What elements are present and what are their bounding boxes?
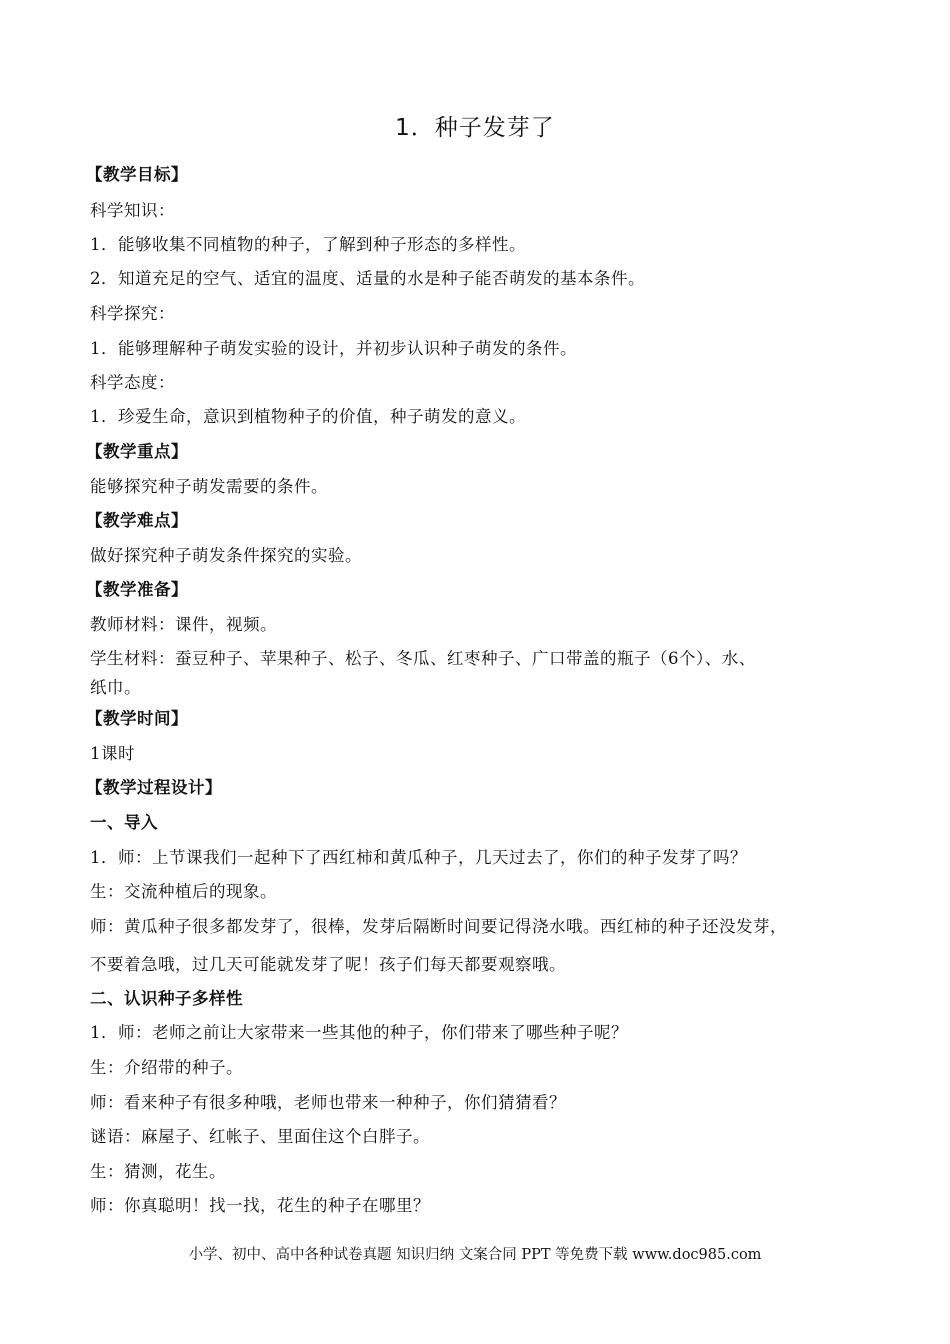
paragraph-line: 教师材料：课件，视频。 xyxy=(90,615,277,634)
paragraph-line: 1．能够收集不同植物的种子，了解到种子形态的多样性。 xyxy=(90,235,526,254)
paragraph-line: 1．师：老师之前让大家带来一些其他的种子，你们带来了哪些种子呢？ xyxy=(90,1023,628,1042)
heading-preparation: 【教学准备】 xyxy=(86,580,188,599)
document-page xyxy=(86,0,890,1344)
document-title: 1．种子发芽了 xyxy=(395,115,555,141)
paragraph-line: 2．知道充足的空气、适宜的温度、适量的水是种子能否萌发的基本条件。 xyxy=(90,269,645,288)
paragraph-line: 师：你真聪明！找一找，花生的种子在哪里？ xyxy=(90,1196,430,1215)
paragraph-line: 能够探究种子萌发需要的条件。 xyxy=(90,477,328,496)
heading-time: 【教学时间】 xyxy=(86,709,188,728)
paragraph-line: 1．能够理解种子萌发实验的设计，并初步认识种子萌发的条件。 xyxy=(90,339,577,358)
paragraph-line: 1课时 xyxy=(90,744,135,763)
paragraph-line: 生：介绍带的种子。 xyxy=(90,1058,243,1077)
paragraph-line: 科学知识： xyxy=(90,201,175,220)
page-footer: 小学、初中、高中各种试卷真题 知识归纳 文案合同 PPT 等免费下载 www.doc985.com xyxy=(188,1247,762,1263)
paragraph-line: 师：看来种子有很多种哦，老师也带来一种种子，你们猜猜看？ xyxy=(90,1093,566,1112)
paragraph-line: 科学态度： xyxy=(90,373,175,392)
paragraph-line: 1．师：上节课我们一起种下了西红柿和黄瓜种子，几天过去了，你们的种子发芽了吗？ xyxy=(90,848,747,867)
paragraph-line: 不要着急哦，过几天可能就发芽了呢！孩子们每天都要观察哦。 xyxy=(90,955,566,974)
heading-process-design: 【教学过程设计】 xyxy=(86,778,222,797)
paragraph-line: 纸巾。 xyxy=(90,678,141,697)
heading-key-points: 【教学重点】 xyxy=(86,442,188,461)
paragraph-line: 1．珍爱生命，意识到植物种子的价值，种子萌发的意义。 xyxy=(90,407,526,426)
paragraph-line: 谜语：麻屋子、红帐子、里面住这个白胖子。 xyxy=(90,1127,430,1146)
paragraph-line: 做好探究种子萌发条件探究的实验。 xyxy=(90,546,362,565)
heading-teaching-goals: 【教学目标】 xyxy=(86,165,188,184)
paragraph-line: 科学探究： xyxy=(90,304,175,323)
paragraph-line: 生：交流种植后的现象。 xyxy=(90,882,277,901)
paragraph-line: 生：猜测，花生。 xyxy=(90,1162,226,1181)
paragraph-line: 学生材料：蚕豆种子、苹果种子、松子、冬瓜、红枣种子、广口带盖的瓶子（6个）、水、 xyxy=(90,649,756,668)
section-heading-intro: 一、导入 xyxy=(90,813,158,832)
section-heading-diversity: 二、认识种子多样性 xyxy=(90,989,243,1008)
heading-difficulties: 【教学难点】 xyxy=(86,511,188,530)
paragraph-line: 师：黄瓜种子很多都发芽了，很棒，发芽后隔断时间要记得浇水哦。西红柿的种子还没发芽， xyxy=(90,917,787,936)
